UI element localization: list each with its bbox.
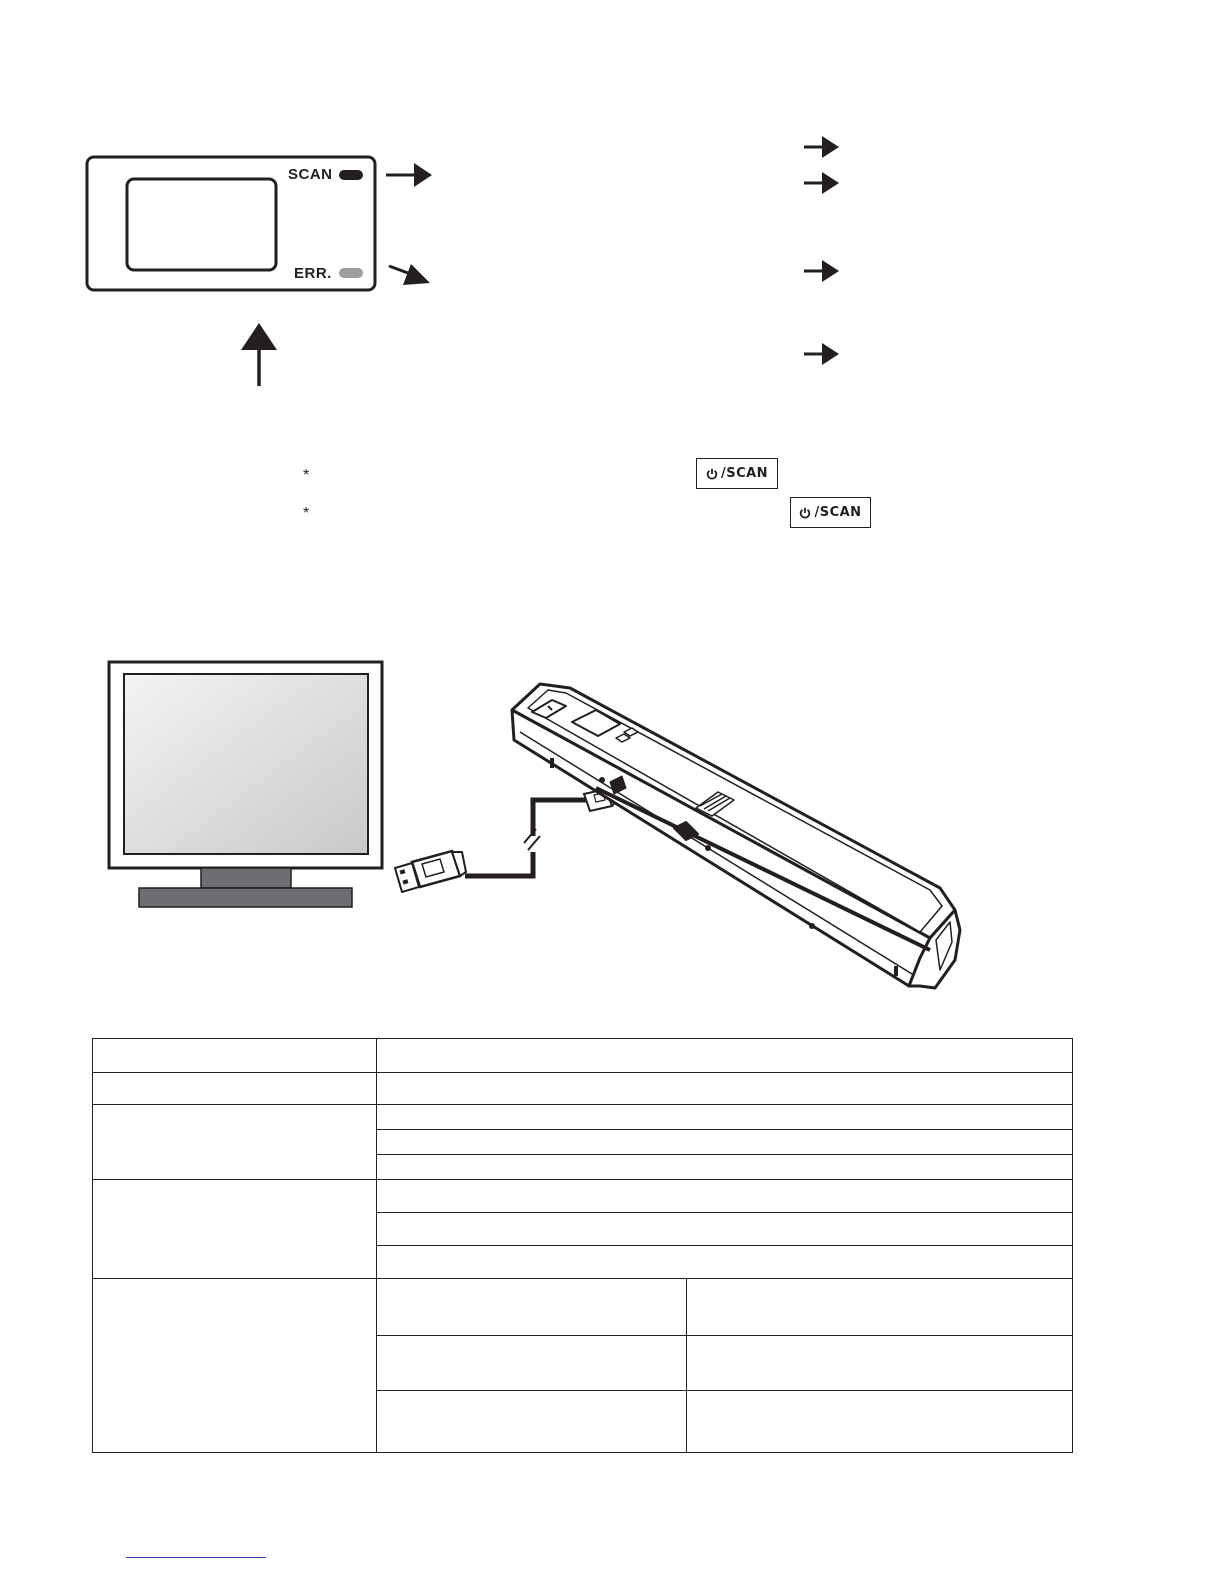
table-cell-value <box>377 1155 1073 1180</box>
err-led <box>339 268 363 278</box>
table-row <box>93 1039 1073 1073</box>
note-marker-1: * <box>303 467 310 484</box>
computer-monitor <box>109 662 382 907</box>
table-cell-value <box>687 1336 1073 1391</box>
table-cell-value <box>377 1391 687 1453</box>
right-arrow-1 <box>804 136 839 158</box>
table-cell-value <box>377 1336 687 1391</box>
table-row <box>93 1180 1073 1213</box>
table-cell-value <box>377 1213 1073 1246</box>
err-led-arrow <box>389 264 430 285</box>
scan-label: SCAN <box>288 166 333 183</box>
led-panel-display <box>127 179 276 270</box>
table-row <box>93 1105 1073 1130</box>
scan-led <box>339 170 363 180</box>
usb-cable <box>465 800 590 876</box>
table-row <box>93 1279 1073 1336</box>
table-cell-value <box>377 1246 1073 1279</box>
table-cell-label <box>93 1039 377 1073</box>
scan-led-arrow <box>386 163 432 187</box>
scan-button-label-2: /SCAN <box>814 505 862 520</box>
table-cell-value <box>377 1073 1073 1105</box>
power-icon <box>706 468 718 480</box>
monitor-base <box>139 888 352 907</box>
err-label: ERR. <box>294 265 332 282</box>
table-row <box>93 1073 1073 1105</box>
led-panel-diagram <box>0 0 1224 600</box>
table-cell-value <box>377 1180 1073 1213</box>
scan-button-icon-2 <box>790 497 871 528</box>
table-cell-label <box>93 1073 377 1105</box>
power-icon <box>799 507 811 519</box>
connection-diagram <box>0 640 1224 1010</box>
right-arrow-4 <box>804 343 839 365</box>
portable-scanner <box>512 684 960 988</box>
usb-plug-icon <box>395 851 466 892</box>
table-cell-label <box>93 1180 377 1279</box>
scan-button-icon-1 <box>696 458 778 489</box>
note-marker-2: * <box>303 505 310 522</box>
table-cell-value <box>377 1130 1073 1155</box>
right-arrow-3 <box>804 260 839 282</box>
display-up-arrow <box>241 323 277 386</box>
table-cell-value <box>687 1391 1073 1453</box>
table-cell-value <box>377 1105 1073 1130</box>
table-cell-value <box>377 1279 687 1336</box>
scan-button-label-1: /SCAN <box>720 466 769 481</box>
table-cell-value <box>687 1279 1073 1336</box>
specification-table <box>92 1038 1073 1453</box>
table-cell-label <box>93 1279 377 1453</box>
table-cell-value <box>377 1039 1073 1073</box>
right-arrow-2 <box>804 172 839 194</box>
table-cell-label <box>93 1105 377 1180</box>
footer-link-underline <box>126 1557 266 1558</box>
monitor-neck <box>201 868 291 888</box>
monitor-screen <box>124 674 368 854</box>
